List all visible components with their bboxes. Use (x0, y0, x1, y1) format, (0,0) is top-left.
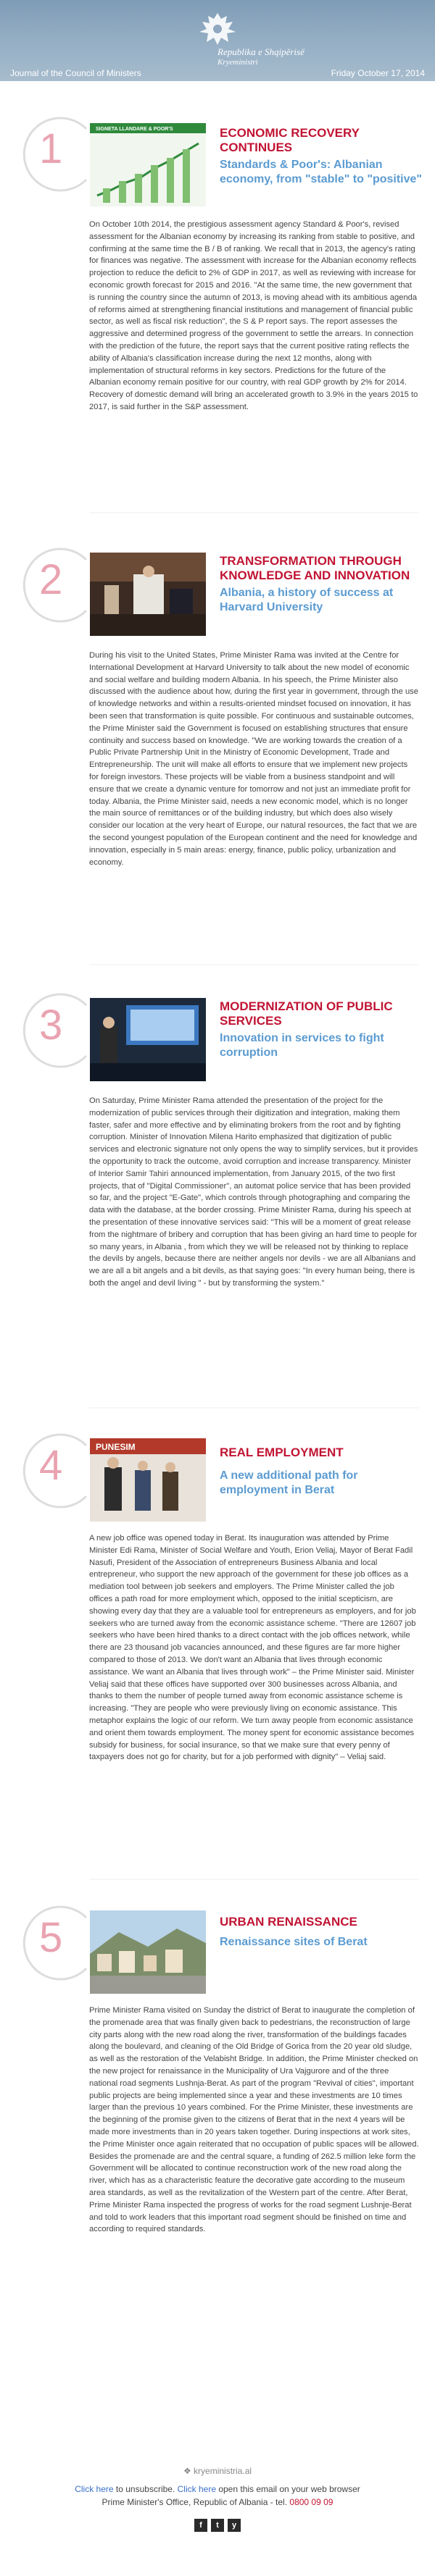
section-body: A new job office was opened today in Berat. Its inauguration was attended by Prime Minister Edi Rama, Minister of Social Welfare and Youth, Erion Veliaj, Mayor of Berat Fadil Nasufi, President of the Association of entrepreneurs Business Albania and local entrepreneur, who support the new approach of the government for these job offices as a mediation tool between job seekers and employers. The Prime Minister called the job offices a path road for more employment which, opposed to the initial scepticism, are showing every day that they are a valuable tool for entrepreneurs as employers, and for job seekers who are turned away from the economic assistance scheme. "There are 12607 job seekers who have been hired thanks to a direct contact with the job offices network, while there are 23 thousand job vacancies announced, and these figures are far more higher compared to those of 2013. We don't want an Albania that lives through economic assistance. We want an Albania that lives through work" – the Prime Minister said. Minister Veliaj said that these offices have supported over 300 businesses across Albania, and thanks to them the number of people turned away from economic assistance scheme is increasing. "They are people who were previously living on economic assistance. This metaphor explains the logic of our reform. We turn away people from economic assistance and orient them towards employment. The money spent for economic assistance becomes subsidy for business, for social insurance, so that we make sure that every penny of taxpayers does not go for charity, but for a job performed with dignity" – Veliaj said. (89, 1534, 416, 1762)
section-image[interactable] (90, 1438, 206, 1522)
section-subtitle[interactable]: A new additional path for employment in Berat (220, 1469, 358, 1496)
footer-links: Click here to unsubscribe. Click here open this email on your web browser (75, 2484, 360, 2494)
section-subtitle[interactable]: Renaissance sites of Berat (220, 1936, 368, 1948)
journal-title: Journal of the Council of Ministers (10, 68, 141, 78)
section-number: 1 (39, 125, 63, 172)
section-body: On Saturday, Prime Minister Rama attended the presentation of the project for the modernization of public services through their digitization and integration, making them faster, safer and more effective and by eliminating brokers from the root and by fighting corruption. Minister of Innovation Milena Harito emphasized that digitization of public services and electronic signature not only opens the way to simplify services, but it provides the opportunity to track the outcome, avoid corruption and increase transparency. Minister of Interior Samir Tahiri announced implementation, from January 2015, of the two first projects, that of "Digital Commissioner", an automat police service that has been provided so far, and the project "E-Gate", which controls through photographing and comparing the data with the database, at the border crossing. Prime Minister Rama, during his speech at the presentation of these innovative services said: "This will be a moment of great release from the nightmare of bribery and corruption that has been giving an hard time to people for so many years, in Albania , from which they we will be released not by thinking to replace the devils by angels, because there are neither angels nor devils - we are all Albanians and we are all a bit angels and a bit devils, as that saying goes: "In every human being, there is both the angel and devil living " - but by transforming the system." (89, 1096, 418, 1288)
section-title[interactable]: TRANSFORMATION THROUGH KNOWLEDGE AND INNOVATION (220, 554, 410, 582)
section-divider (0, 957, 435, 972)
thumb-caption: SIGNETA LLANDARE & POOR'S (96, 127, 173, 132)
section-divider (0, 1872, 435, 1887)
footer-contact: Prime Minister's Office, Republic of Albania - tel. 0800 09 09 (102, 2497, 334, 2507)
section-image[interactable] (90, 998, 206, 1081)
footer-site[interactable]: ❖ kryeministria.al (183, 2466, 252, 2476)
web-version-link[interactable]: Click here (177, 2484, 216, 2494)
section-number: 2 (39, 556, 63, 603)
job-office-image (90, 1438, 206, 1522)
growth-chart-image (90, 123, 206, 206)
section-subtitle[interactable]: Albania, a history of success at Harvard University (220, 587, 394, 613)
section-image[interactable] (90, 553, 206, 636)
section-image[interactable] (90, 1910, 206, 1994)
emblem-small-icon: ❖ (183, 2466, 194, 2476)
youtube-icon[interactable]: y (228, 2519, 241, 2532)
section-title[interactable]: ECONOMIC RECOVERY CONTINUES (220, 126, 360, 154)
section-image[interactable] (90, 123, 206, 206)
berat-city-image (90, 1910, 206, 1994)
section-body: Prime Minister Rama visited on Sunday the district of Berat to inaugurate the completion of the promenade area that was finally given back to pedestrians, the reconstruction of large city parts along with the new road along the river, transformation of the buildings facades along the boulevard, and cleaning of the Old Bridge of Gorica from the 20 year old sludge, as well as the restoration of the Velabisht Bridge. In addition, the Prime Minister checked on the new project for renaissance in the Municipality of Ura Vajgurore and of the three national road segments Lushnja-Berat. As part of the program "Revival of cities", important public projects are being implemented since a year and these investments are 10 times larger than the previous 10 years combined. For the Prime Minister, these investments are the beginning of the promise given to the citizens of Berat that in the next 4 years will be made more investments than in 20 years taken together. During inspections at work sites, the Prime Minister once again reiterated that no occupation of public spaces will be allowed. Besides the promenade are and the central square, a funding of 262.5 million leke form the Government will be allocated to continue reconstruction work of the new road along the river, which has as a characteristic feature the decorative gate according to the museum area standards, as well as the revitalization of the Western part of the centre. After Berat, Prime Minister Rama inspected the progress of works for the road segment Lushnje-Berat and told to work leaders that this important road segment should be finished on time and according to required standards. (89, 2006, 419, 2234)
section-divider (0, 1401, 435, 1415)
section-title[interactable]: REAL EMPLOYMENT (220, 1446, 344, 1459)
republic-text: Republika e Shqipërisë (218, 46, 304, 57)
harvard-lecture-image (90, 553, 206, 636)
twitter-icon[interactable]: t (211, 2519, 224, 2532)
presentation-image (90, 998, 206, 1081)
section-number: 4 (39, 1442, 63, 1489)
section-body: On October 10th 2014, the prestigious assessment agency Standard & Poor's, revised assessment for the Albanian economy by increasing its ranking from stable to positive, and confirming at the same time the B / B of ranking. We recall that in 2013, the agency's rating for finances was negative. The assessment with increase for the Albanian economy reflects projection to reduce the deficit to 2% of GDP in 2017, as well as reviewing with increase for economic growth forecast for 2015 and 2016. "At the same time, the new government that is running the country since the autumn of 2013, is moving ahead with its ambitious agenda of reforms aimed at strengthening financial institutions and management of financial public sector, as well as fiscal risk reduction", the S & P report says. The report assesses the aggressive and determined progress of the government to settle the arrears. In connection with the prediction of the future, the report says that the current positive rating reflects the ability of Albania's classification increase during the next 12 months, along with implementation of structural reforms in key sectors. Predictions for the future of the Albanian economy remain positive for our country, with real GDP growth by 2% for 2014. Recovery of domestic demand will bring an accelerated growth to 3.9% in the years 2015 to 2017, is said further in the S&P assessment. (89, 220, 418, 411)
header (0, 0, 435, 81)
section-subtitle[interactable]: Innovation in services to fight corruption (220, 1032, 384, 1059)
date-text: Friday October 17, 2014 (331, 68, 425, 78)
section-title[interactable]: MODERNIZATION OF PUBLIC SERVICES (220, 999, 393, 1028)
section-subtitle[interactable]: Standards & Poor's: Albanian economy, from "stable" to "positive" (220, 159, 422, 185)
unsubscribe-link[interactable]: Click here (75, 2484, 114, 2494)
section-number: 5 (39, 1914, 63, 1961)
phone-number[interactable]: 0800 09 09 (289, 2497, 334, 2507)
section-body: During his visit to the United States, Prime Minister Rama was invited at the Centre for International Development at Harvard University to talk about the new model of economic and social welfare and building modern Albania. In his speech, the Prime Minister also discussed with the audience about how, during the first year in government, through the use of knowledge networks and within a results-oriented mindset focused on innovation, it has been seen that transformation is quite possible. For continuous and sustainable outcomes, the Prime Minister said the Government is focused on establishing structures that ensure continuity and success based on knowledge. "We are working towards the creation of a Public Private Partnership Unit in the Ministry of Economic Development, Trade and Entrepreneurship. The unit will make all efforts to ensure that we implement new projects for foreign investors. These projects will be viable from a business standpoint and will ensure that we create a dynamic venture for tomorrow and not just an immediate profit for today. Albania, the Prime Minister said, needs a new economic model, which is no longer the main source of remittances or of the building industry, but which does also wisely consider our location at the very heart of Europe, our natural resources, the fact that we are the second youngest population of the European continent and the need for knowledge and innovation, especially in 5 main areas: energy, finance, public policy, urbanization and economy. (89, 651, 418, 867)
emblem-icon (195, 10, 240, 48)
section-title[interactable]: URBAN RENAISSANCE (220, 1915, 357, 1929)
ministry-text: Kryeministri (218, 58, 258, 67)
facebook-icon[interactable]: f (194, 2519, 207, 2532)
section-number: 3 (39, 1002, 63, 1049)
thumb-caption: PUNESIM (96, 1442, 136, 1452)
section-divider (0, 505, 435, 520)
